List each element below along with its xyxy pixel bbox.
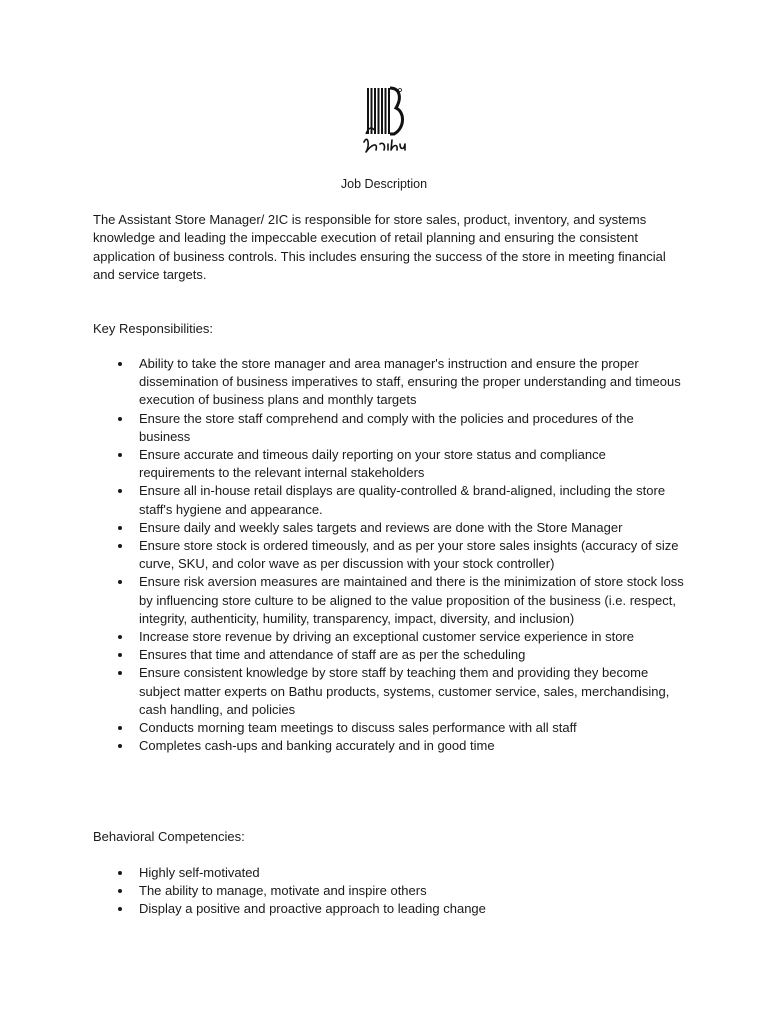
list-item xyxy=(139,519,684,537)
list-item-text: Ensure store stock is ordered timeously, and as per your store sales insights (accuracy of size curve, SKU, and color wave as per discussion with your stock controller) xyxy=(139,538,679,572)
list-item-text: Ensure risk aversion measures are maintained and there is the minimization of store stock loss by influencing store culture to be aligned to the value proposition of the business (i.e. respect, integrity, authenticity, humility, transparency, impact, diversity, and inclusion) xyxy=(139,574,684,626)
list-item xyxy=(139,537,684,573)
bullet-icon xyxy=(118,489,122,493)
list-item-text: Completes cash-ups and banking accurately and in good time xyxy=(139,738,495,754)
behavioral-competencies-list xyxy=(139,864,684,919)
list-item-text: Highly self-motivated xyxy=(139,865,260,880)
bullet-icon xyxy=(118,726,122,730)
list-item-text: Ensures that time and attendance of staff are as per the scheduling xyxy=(139,647,526,663)
list-item-text: Ability to take the store manager and area manager's instruction and ensure the proper dissemination of business imperatives to staff, ensuring the proper understanding and timeous execution of business plans and monthly targets xyxy=(139,356,681,408)
bullet-icon xyxy=(118,544,122,548)
list-item-text: Display a positive and proactive approach to leading change xyxy=(139,901,486,917)
list-item-text: Ensure daily and weekly sales targets and reviews are done with the Store Manager xyxy=(139,519,623,535)
key-responsibilities-heading: Key Responsibilities: xyxy=(93,321,213,336)
list-item xyxy=(139,646,684,664)
list-item-text: Ensure the store staff comprehend and comply with the policies and procedures of the business xyxy=(139,410,634,444)
list-item-text: The ability to manage, motivate and inspire others xyxy=(139,883,427,899)
list-item xyxy=(139,573,684,628)
list-item-text: Conducts morning team meetings to discuss sales performance with all staff xyxy=(139,720,577,736)
bullet-icon xyxy=(118,671,122,675)
bullet-icon xyxy=(118,580,122,584)
bullet-icon xyxy=(118,871,122,875)
key-responsibilities-list xyxy=(139,355,684,755)
list-item xyxy=(139,628,684,646)
list-item-text: Ensure consistent knowledge by store staff by teaching them and providing they become subject matter experts on Bathu products, systems, customer service, sales, merchandising, cash handling, and policies xyxy=(139,665,670,717)
document-title: Job Description xyxy=(340,177,428,191)
list-item xyxy=(139,737,684,755)
behavioral-competencies-heading: Behavioral Competencies: xyxy=(93,829,245,844)
list-item xyxy=(139,410,684,446)
bullet-icon xyxy=(118,653,122,657)
intro-paragraph: The Assistant Store Manager/ 2IC is responsible for store sales, product, inventory, and systems knowledge and leading the impeccable execution of retail planning and ensuring the consistent application of business controls. This includes ensuring the success of the store in meeting financial and service targets. xyxy=(93,212,666,282)
list-item-text: Ensure accurate and timeous daily reporting on your store status and compliance requirements to the relevant internal stakeholders xyxy=(139,447,606,481)
bullet-icon xyxy=(118,453,122,457)
list-item xyxy=(139,446,684,482)
list-item xyxy=(139,882,684,900)
bathu-logo xyxy=(358,84,410,156)
list-item xyxy=(139,664,684,719)
bullet-icon xyxy=(118,889,122,893)
bullet-icon xyxy=(118,744,122,748)
bullet-icon xyxy=(118,907,122,911)
list-item xyxy=(139,719,684,737)
bullet-icon xyxy=(118,362,122,366)
bullet-icon xyxy=(118,526,122,530)
list-item-text: Increase store revenue by driving an exceptional customer service experience in store xyxy=(139,629,634,645)
list-item xyxy=(139,482,684,518)
bullet-icon xyxy=(118,635,122,639)
list-item-text: Ensure all in-house retail displays are quality-controlled & brand-aligned, including the store staff's hygiene and appearance. xyxy=(139,483,666,517)
list-item xyxy=(139,864,684,882)
list-item xyxy=(139,355,684,410)
list-item xyxy=(139,900,684,918)
bullet-icon xyxy=(118,417,122,421)
